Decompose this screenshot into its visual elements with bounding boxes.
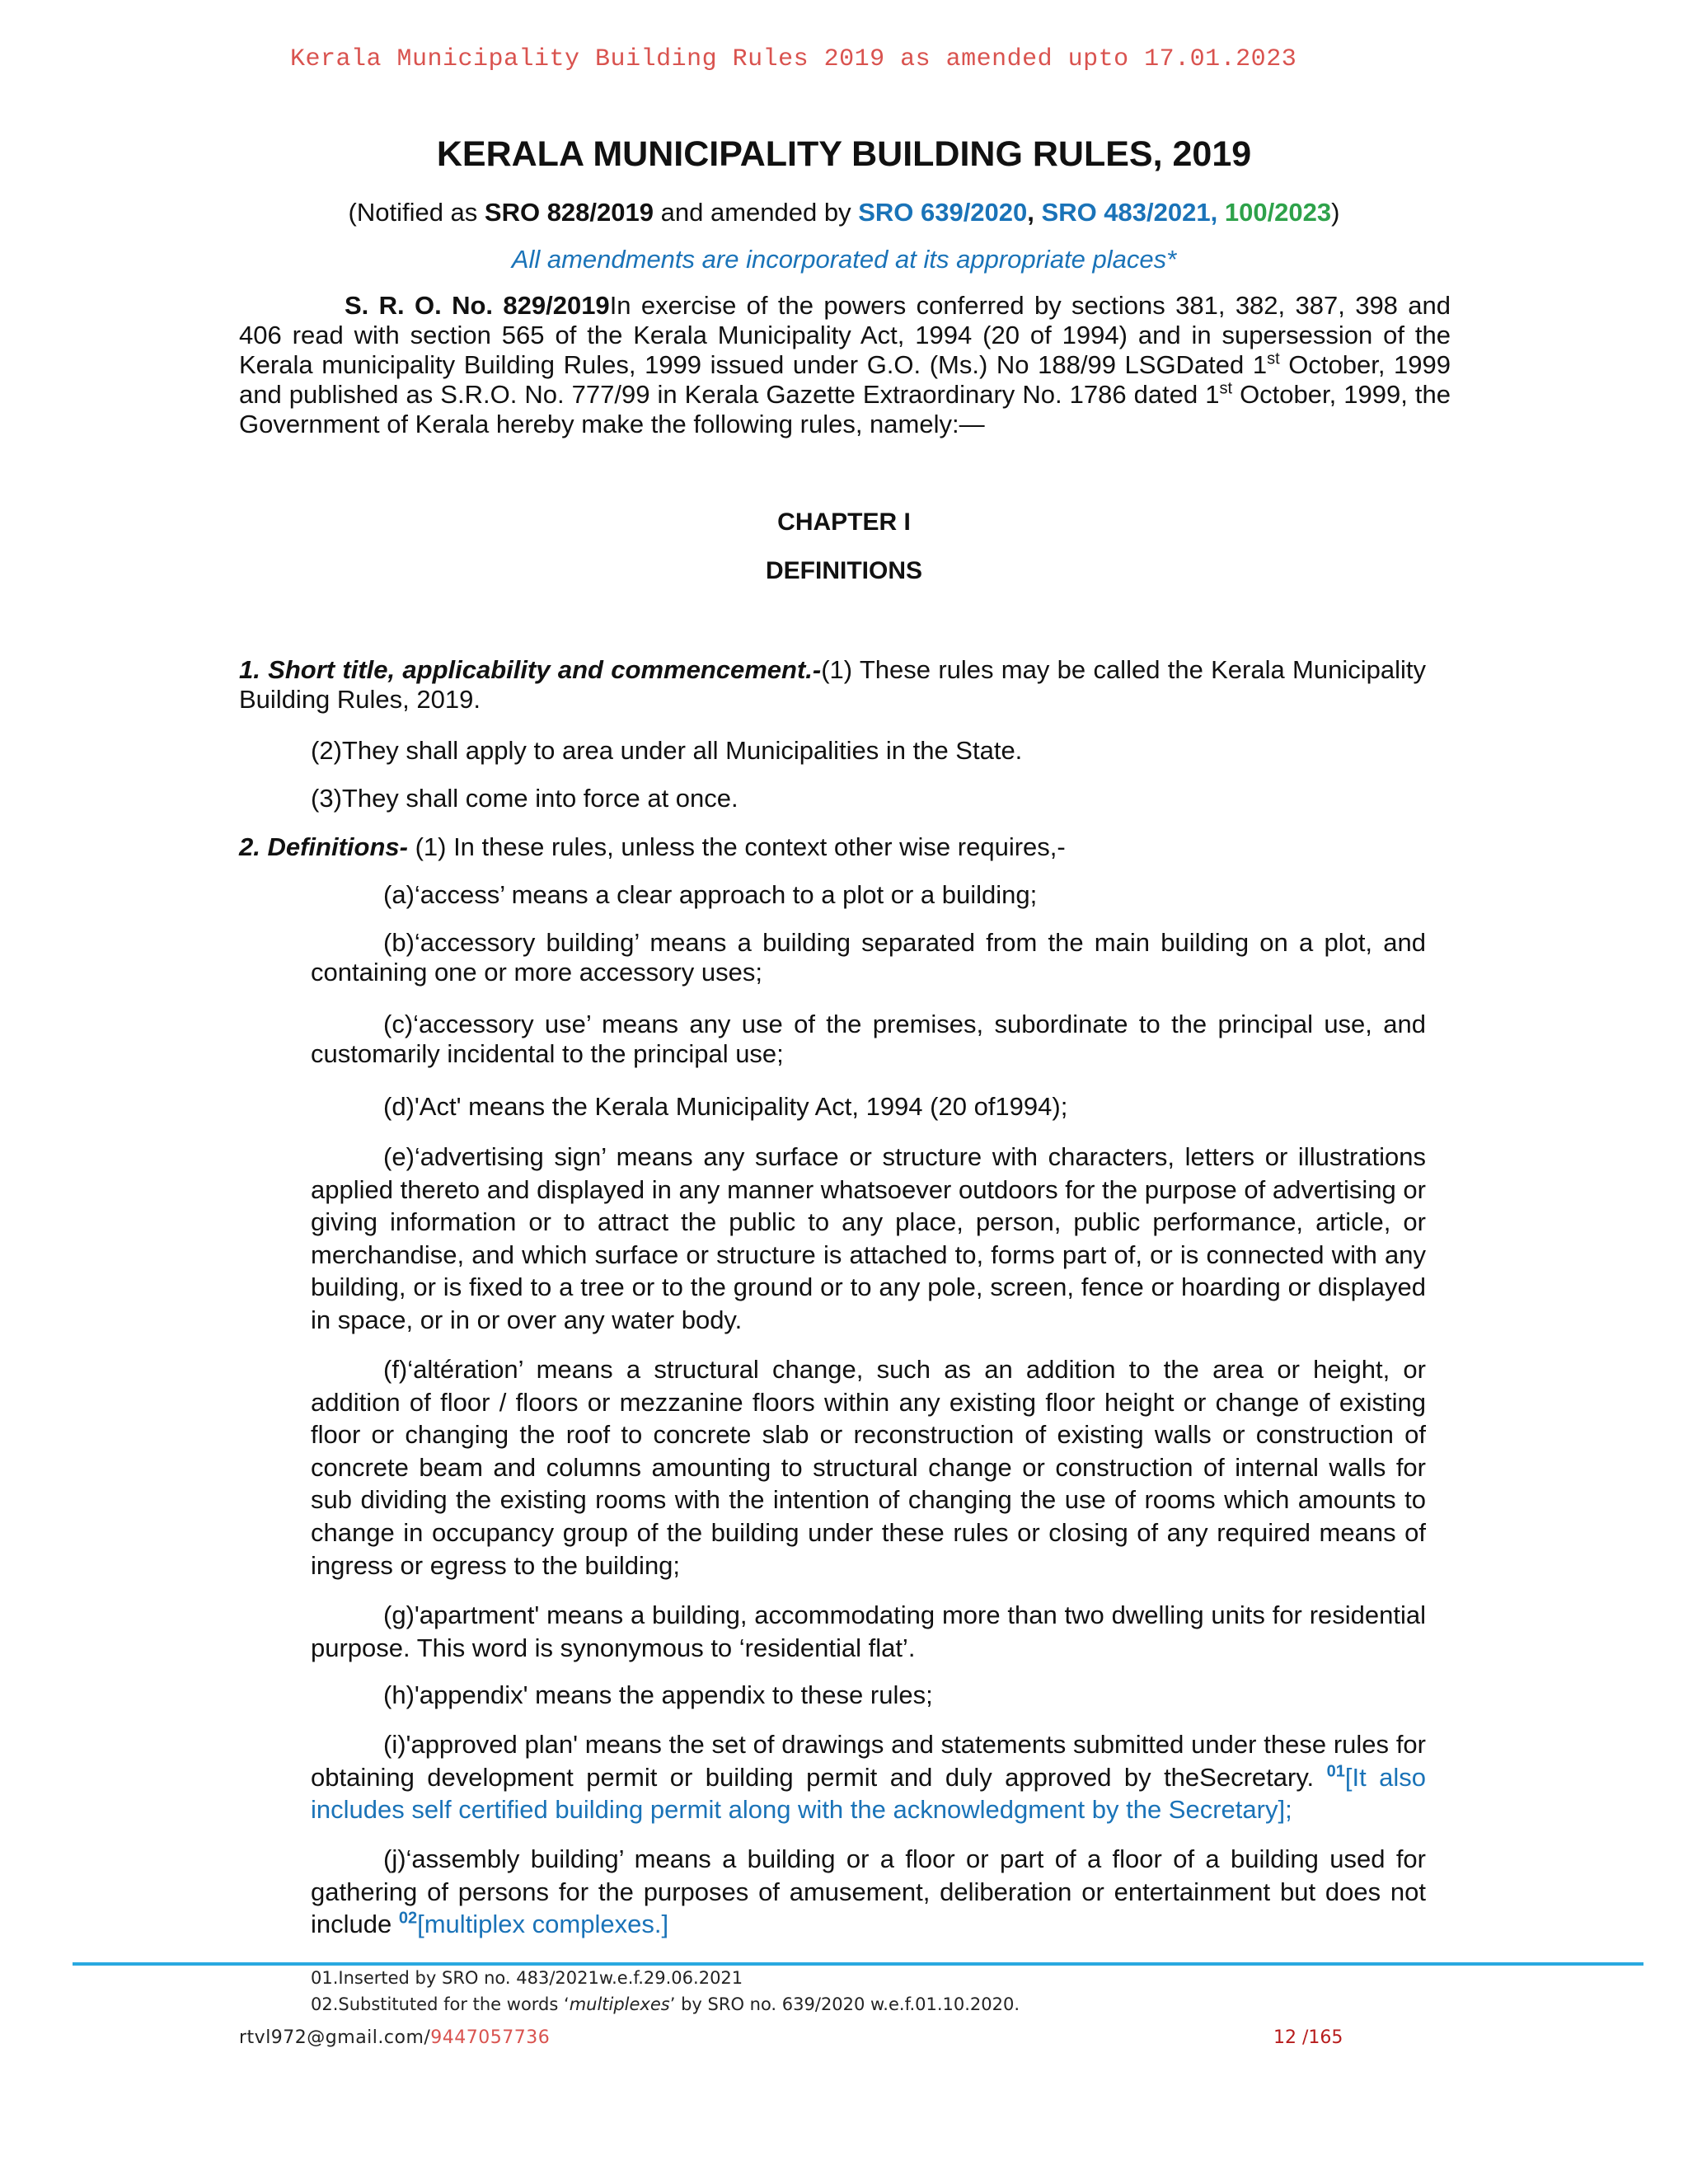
footnote-2-a: 02.Substituted for the words ‘ [311, 1994, 570, 2014]
definition-c: (c)‘accessory use’ means any use of the premises, subordinate to the principal use, and customarily incidental to the principal use; [311, 1010, 1426, 1068]
notified-sro: SRO 828/2019 [484, 198, 654, 227]
footer-email: rtvl972@gmail.com/ [239, 2027, 431, 2048]
rule-2-heading: 2. Definitions- [239, 832, 408, 861]
chapter-title: DEFINITIONS [765, 557, 922, 584]
definition-h: (h)'appendix' means the appendix to these rules; [383, 1680, 933, 1709]
amendment-100-2023: 100/2023 [1224, 198, 1332, 227]
document-title: KERALA MUNICIPALITY BUILDING RULES, 2019 [436, 134, 1252, 174]
chapter-heading: CHAPTER I [777, 509, 911, 536]
footnote-1: 01.Inserted by SRO no. 483/2021w.e.f.29.06.2021 [311, 1968, 743, 1988]
footnote-2 [311, 1994, 1020, 2014]
amendments-note: All amendments are incorporated at its appropriate places* [511, 245, 1177, 274]
preamble-text-2: October, 1999 and published as S.R.O. No. 777/99 in Kerala Gazette Extraordinary No. 1786 dated 1 [239, 350, 1451, 409]
rule-1-sub-2: (2)They shall apply to area under all Municipalities in the State. [311, 736, 1023, 765]
running-header: Kerala Municipality Building Rules 2019 as amended upto 17.01.2023 [290, 45, 1297, 73]
preamble-text-3: October, 1999, the Government of Kerala hereby make the following rules, namely:— [239, 380, 1451, 438]
definition-i [311, 1728, 1426, 1826]
rule-1-sub-3: (3)They shall come into force at once. [311, 784, 738, 813]
definition-f: (f)‘altération’ means a structural change, such as an addition to the area or height, or addition of floor / floors or mezzanine floors within any existing floor height or change of existing floor or changing the roof to concrete slab or reconstruction of existing walls or construction of concrete beam and columns amounting to structural change or construction of internal walls for sub dividing the existing rooms with the intention of changing the use of rooms which amounts to change in occupancy group of the building under these rules or closing of any required means of ingress or egress to the building; [311, 1355, 1426, 1580]
definition-i-text: (i)'approved plan' means the set of drawings and statements submitted under these rules for obtaining development permit or building permit and duly approved by theSecretary. [311, 1730, 1426, 1792]
definition-a [311, 880, 1426, 910]
definition-d: (d)'Act' means the Kerala Municipality Act, 1994 (20 of1994); [383, 1092, 1068, 1121]
preamble-text-1: In exercise of the powers conferred by sections 381, 382, 387, 398 and 406 read with section 565 of the Kerala Municipality Act, 1994 (20 of 1994) and in supersession of the Kerala municipality Building Rules, 1999 issued under G.O. (Ms.) No 188/99 LSGDated 1 [239, 291, 1451, 379]
rule-1 [239, 655, 1426, 715]
page-number: 12 /165 [1273, 2027, 1343, 2048]
preamble [239, 291, 1451, 439]
footnote-divider [73, 1962, 1643, 1966]
notification-line [0, 198, 1688, 227]
rule-2 [239, 832, 1426, 862]
definition-j-footnote-ref: 02 [398, 1909, 418, 1928]
notified-middle: and amended by [654, 198, 859, 227]
definition-j-amendment: [multiplex complexes.] [417, 1910, 669, 1939]
definition-b: (b)‘accessory building’ means a building separated from the main building on a plot, and containing one or more accessory uses; [311, 928, 1426, 987]
definition-j-text: (j)‘assembly building’ means a building or a floor or part of a floor of a building used for gathering of persons for the purposes of amusement, deliberation or entertainment but does not include [311, 1844, 1426, 1939]
preamble-sup-1: st [1267, 349, 1280, 368]
rule-1-text: (1) These rules may be called the Kerala Municipality Building Rules, 2019. [239, 655, 1426, 714]
rule-1-heading: 1. Short title, applicability and commencement.- [239, 655, 822, 684]
definition-e: (e)‘advertising sign’ means any surface or structure with characters, letters or illustrations applied thereto and displayed in any manner whatsoever outdoors for the purpose of advertising or giving information or to attract the public to any place, person, public performance, article, or merchandise, and which surface or structure is attached to, forms part of, or is connected with any building, or is fixed to a tree or to the ground or to any pole, screen, fence or hoarding or displayed in space, or in or over any water body. [311, 1142, 1426, 1334]
notified-suffix: ) [1331, 198, 1340, 227]
footnote-2-italic: multiplexes [569, 1994, 670, 2014]
footer-phone: 9447057736 [430, 2027, 551, 2048]
preamble-sro-label: S. R. O. No. 829/2019 [345, 291, 610, 320]
footer-contact [239, 2027, 550, 2048]
amendment-sro-639: SRO 639/2020 [858, 198, 1028, 227]
amendment-sro-483: SRO 483/2021, [1041, 198, 1225, 227]
definition-j [311, 1843, 1426, 1941]
preamble-sup-2: st [1219, 379, 1233, 398]
notified-comma: , [1027, 198, 1042, 227]
definition-g: (g)'apartment' means a building, accommodating more than two dwelling units for residential purpose. This word is synonymous to ‘residential flat’. [311, 1601, 1426, 1662]
footnote-2-b: ’ by SRO no. 639/2020 w.e.f.01.10.2020. [669, 1994, 1020, 2014]
notified-prefix: (Notified as [348, 198, 485, 227]
definition-i-footnote-ref: 01 [1326, 1762, 1345, 1781]
definition-a-text: (a)‘access’ means a clear approach to a plot or a building; [383, 880, 1038, 909]
definition-i-amendment: [It also includes self certified building permit along with the acknowledgment by the Secretary]; [311, 1762, 1426, 1825]
rule-2-text: (1) In these rules, unless the context other wise requires,- [407, 832, 1066, 861]
